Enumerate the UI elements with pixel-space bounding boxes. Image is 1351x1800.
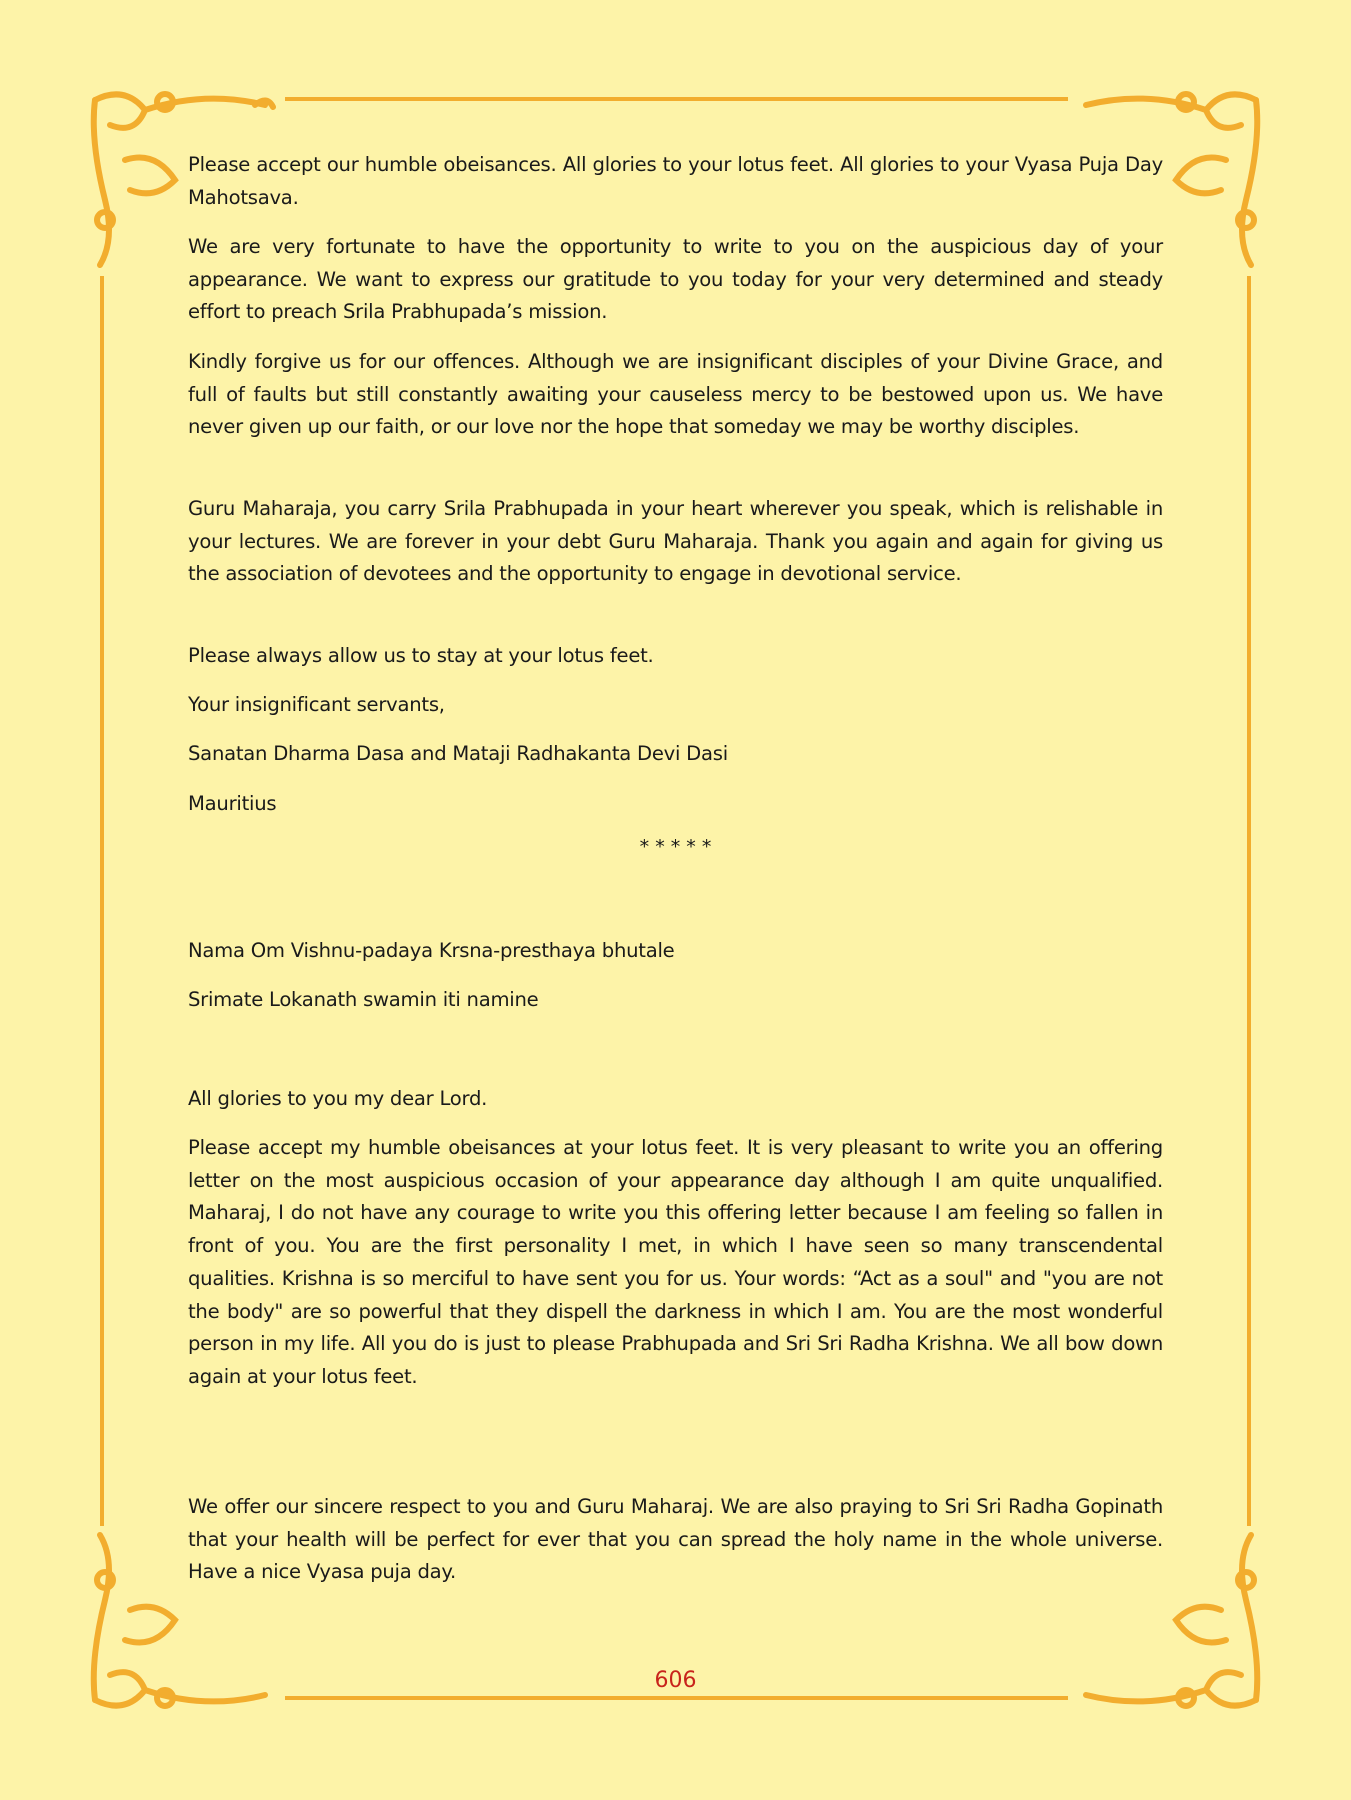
paragraph-guru-maharaja: Guru Maharaja, you carry Srila Prabhupada in your heart wherever you speak, which is relishable in your lectures. We are forever in your debt Guru Maharaja. Thank you again and again for giving us the association of devotees and the opportunity to engage in devotional service. bbox=[188, 497, 1163, 586]
signoff: Your insignificant servants, bbox=[188, 693, 445, 716]
signature-names: Sanatan Dharma Dasa and Mataji Radhakanta Devi Dasi bbox=[188, 742, 728, 765]
mantra-line-2: Srimate Lokanath swamin iti namine bbox=[188, 988, 539, 1011]
paragraph-gratitude: We are very fortunate to have the opportunity to write to you on the auspicious day of your appearance. We want to express our gratitude to you today for your very determined and steady effort to preach Srila Prabhupada’s mission. bbox=[188, 235, 1163, 324]
paragraph-request: Please always allow us to stay at your lotus feet. bbox=[188, 644, 654, 667]
border-left bbox=[100, 276, 104, 1526]
border-bottom bbox=[285, 1696, 1068, 1700]
page-number: 606 bbox=[654, 1668, 697, 1693]
paragraph-forgiveness: Kindly forgive us for our offences. Although we are insignificant disciples of your Divine Grace, and full of faults but still constantly awaiting your causeless mercy to be bestowed upon us. We have never given up our faith, or our love nor the hope that someday we may be worthy disciples. bbox=[188, 350, 1163, 439]
section-separator: * * * * * bbox=[639, 836, 712, 858]
border-right bbox=[1247, 276, 1251, 1526]
border-top bbox=[285, 97, 1068, 101]
paragraph-greeting: Please accept our humble obeisances. All glories to your lotus feet. All glories to your Vyasa Puja Day Mahotsava. bbox=[188, 153, 1163, 209]
salutation: All glories to you my dear Lord. bbox=[188, 1087, 488, 1110]
paragraph-offering: Please accept my humble obeisances at your lotus feet. It is very pleasant to write you an offering letter on the most auspicious occasion of your appearance day although I am quite unqualified. Maharaj, I do not have any courage to write you this offering letter because I am feeling so fallen in front of you. You are the first personality I met, in which I have seen so many transcendental qualities. Krishna is so merciful to have sent you for us. Your words: “Act as a soul" and "you are not the body" are so powerful that they dispell the darkness in which I am. You are the most wonderful person in my life. All you do is just to please Prabhupada and Sri Sri Radha Krishna. We all bow down again at your lotus feet. bbox=[188, 1136, 1163, 1388]
signature-location: Mauritius bbox=[188, 792, 277, 815]
paragraph-closing: We offer our sincere respect to you and Guru Maharaj. We are also praying to Sri Sri Radha Gopinath that your health will be perfect for ever that you can spread the holy name in the whole universe. Have a nice Vyasa puja day. bbox=[188, 1495, 1163, 1584]
mantra-line-1: Nama Om Vishnu-padaya Krsna-presthaya bhutale bbox=[188, 939, 675, 962]
